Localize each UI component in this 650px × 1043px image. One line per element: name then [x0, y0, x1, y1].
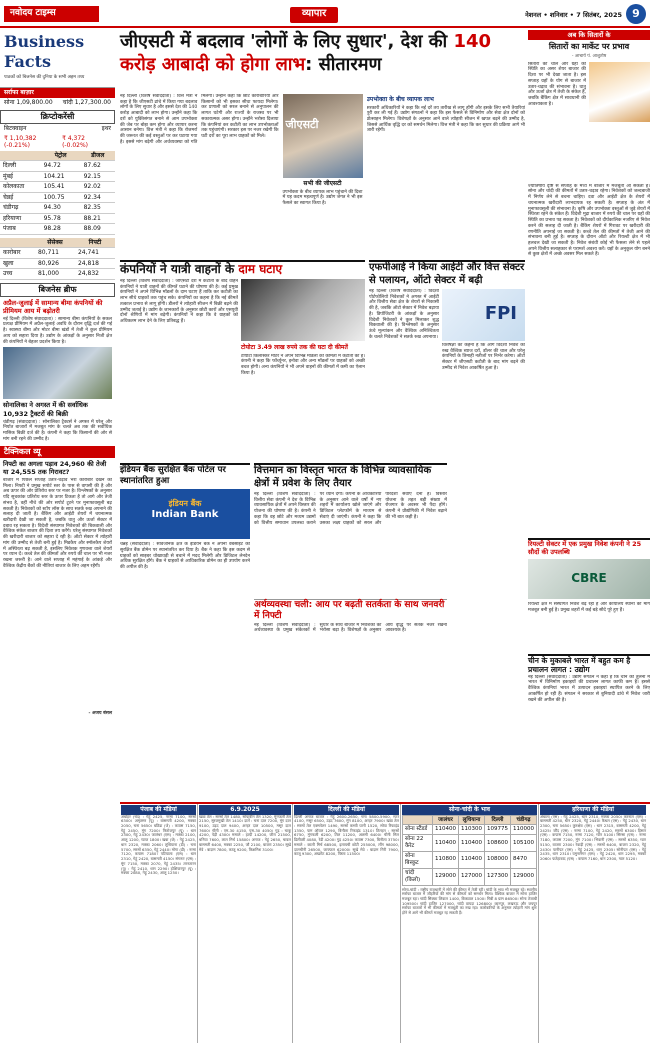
- cell: 110800: [433, 852, 459, 869]
- diesel: 87.62: [81, 161, 115, 172]
- index-header: सेंसेक्स: [35, 238, 75, 248]
- index-table: [0, 238, 115, 280]
- petrol: 94.72: [41, 161, 81, 172]
- haryana-mandi-body: अंबाला (एस) : गेहूं 2425, धान 2310, मक्का 2050। करनाल (एस) : बासमती 4250, धान 2320, गेहूं 2440। कैथल (एस) : गेहूं 2430, धान 2300, चना 5650। कुरुक्षेत्र (एस) : धान 2315, बासमती 4200, गेहूं 2425। जींद (एस) : नरमा 7100, गेहूं 2420, सरसों 6300। हिसार (एस) : कपास 7150, नरमा 7120, ग्वार 5100। सिरसा (एस) : नरमा 7180, कपास 7200, मूंग 7100। भिवानी (एस) : सरसों 6350, ग्वार 5150, बाजरा 2300। रेवाड़ी (एस) : सरसों 6400, बाजरा 2320, गेहूं 2430। पानीपत (एस) : गेहूं 2425, धान 2305। सोनीपत (एस) : गेहूं 2435, धान 2310। यमुनानगर (एस) : गेहूं 2420, धान 2295, मक्का 2060। फतेहाबाद (एस) : कपास 7160, धान 2300, ग्वार 5120।: [540, 813, 646, 862]
- city: मुंबई: [0, 171, 41, 182]
- brand-logo: नवोदय टाइम्स: [4, 6, 99, 22]
- diesel: 92.02: [81, 182, 115, 193]
- masthead: [0, 0, 650, 28]
- lead-headline-part: जीएसटी में बदलाव 'लोगों के लिए सुधार', देश: [120, 31, 423, 52]
- side-kicker: अब कि सितारों के: [528, 30, 650, 40]
- table-row: [0, 269, 115, 280]
- side-body-1: सितारों की चाल और ग्रहों की स्थिति का असर शेयर बाजार की दिशा पर भी देखा जाता है। इस सप्ताह ग्रहों के योग से बाजार में उतार-चढ़ाव की संभावना है। धातु और ऊर्जा क्षेत्र में तेजी के संकेत हैं, जबकि बैंकिंग क्षेत्र में सावधानी की आवश्यकता है।: [528, 61, 586, 107]
- lead-photo: [283, 94, 363, 178]
- city: चेन्नई: [0, 192, 41, 203]
- vehicle-body-1: नई दिल्ली (विशेष संवाददाता) : जीएसटी दरों में कटौती के बाद वाहन कंपनियों ने यात्री वाहनों की कीमतें घटाने की घोषणा की है। कई प्रमुख कंपनियों ने अपने विभिन्न मॉडलों के दाम घटाए हैं ताकि कर कटौती का लाभ सीधे ग्राहकों तक पहुंच सके। कंपनियों का कहना है कि नई कीमतें तत्काल प्रभाव से लागू होंगी। डीलरों ने त्योहारी सीजन में बिक्री बढ़ने की उम्मीद जताई है। उद्योग के जानकारों के अनुसार छोटी कारों और एसयूवी दोनों श्रेणियों में मांग बढ़ेगी। कंपनियों ने कहा कि वे ग्राहकों को अधिकतम लाभ देने के लिए प्रतिबद्ध हैं।: [120, 279, 238, 325]
- vehicle-subhead: टोयोटा 3.49 लाख रुपये तक की घटा दी कीमतें: [241, 344, 348, 351]
- cell: खुला: [0, 258, 35, 269]
- table-row: [0, 258, 115, 269]
- punjab-mandi-body: अबोहर (चंद) : गेहूं 2425, नरमा 7100, सरसों 6300। अमृतसर (यू) : बासमती 4200, मक्का 2050, चना 5650। बठिंडा (जे) : कपास 7150, गेहूं 2450, मूंग 7200। फिरोजपुर (यू) : धान 2300, गेहूं 2430। जालंधर (एस) : मक्का 2100, आलू 1200, प्याज 1800। खन्ना (जे) : गेहूं 2425, धान 2320, मक्का 2060। लुधियाना (डी) : चना 5700, सरसों 6350, गेहूं 2440। मोगा (डी) : नरमा 7120, कपास 7180। पटियाला (एस) : धान 2310, गेहूं 2420, बासमती 4150। संगरूर (एस) : मूंग 7150, मक्का 2070, गेहूं 2435। तरनतारन (यू) : गेहूं 2410, धान 2290। होशियारपुर (यू) : मक्का 2080, गेहूं 2430, आलू 1250।: [121, 813, 196, 876]
- fpi-story: [369, 260, 525, 458]
- cell: सोना बिस्कुट: [403, 852, 433, 869]
- cell: 80,711: [35, 248, 75, 259]
- crypto-change: (-0.21%): [4, 142, 30, 149]
- date-mandi-body: खाद्य तेल : सरसों तेल 1480, सोयाबीन तेल 1320, मूंगफली तेल 2150, सूरजमुखी तेल 1410। दालें : चना दाल 7200, मूंग दाल 9100, उड़द दाल 9400, अरहर दाल 10500, मसूर दाल 7600। चीनी : एम-30 4150, एस-30 4050। गुड़ : चाकू 4200, पेड़ी 4300। मसाले : हल्दी 14200, जीरा 21500, धनिया 7600, लाल मिर्च 15800। अनाज : गेहूं 2650, चावल बासमती 6400, मक्का 2250, जौ 2100, बाजरा 2350। सूखे मेवे : बादाम 7800, काजू 9200, किशमिश 3100।: [199, 813, 291, 852]
- right-column: [528, 30, 650, 770]
- vehicle-headline-highlight: दाम घटाए: [238, 262, 283, 276]
- fpi-body-1: नई दिल्ली (विशेष संवाददाता) : विदेशी पोर्टफोलियो निवेशकों ने अगस्त में आईटी और वित्तीय सेवा क्षेत्र के शेयरों से निकासी की है, जबकि ऑटो सेक्टर में निवेश बढ़ाया है। डिपॉजिटरी के आंकड़ों के अनुसार विदेशी निवेशकों ने कुल मिलाकर शुद्ध बिकवाली की है। विश्लेषकों के अनुसार ऊंचे मूल्यांकन और वैश्विक अनिश्चितता के चलते निवेशकों ने सतर्क रुख अपनाया।: [369, 289, 439, 340]
- indian-bank-logo-hindi: इंडियन बैंक: [168, 499, 202, 509]
- table-row: [0, 192, 115, 203]
- lead-headline-highlight: 140 करोड़ आबादी को होगा लाभ: [120, 31, 492, 76]
- fuel-header: डीजल: [81, 151, 115, 161]
- cell: 81,000: [35, 269, 75, 280]
- lead-headline: [120, 30, 520, 92]
- cbre-logo: CBRE: [571, 570, 607, 585]
- cell: 24,741: [75, 248, 115, 259]
- bullion-label: सर्राफा बाज़ार: [0, 88, 115, 98]
- cbre-photo: [528, 559, 650, 599]
- indian-bank-logo-english: Indian Bank: [151, 509, 219, 521]
- table-row: [403, 852, 537, 869]
- cell: कारोबार: [0, 248, 35, 259]
- fuel-header: पेट्रोल: [41, 151, 81, 161]
- cell: 108600: [485, 835, 511, 852]
- dateline: नेशनल • शनिवार • 7 सितंबर, 2025: [525, 11, 622, 19]
- lead-body-2: उपभोक्ता के बीच व्यापक लाभ सरकारी अधिकारियों ने कहा कि नई दरें तय तारीख से लागू होंगी और इसके लिए सभी तैयारियां पूरी कर ली गई हैं। उद्योग संगठनों ने कहा कि इस फैसले से विनिर्माण और सेवा क्षेत्र दोनों को प्रोत्साहन मिलेगा। विशेषज्ञों के अनुसार आने वाले त्योहारी सीजन में खपत बढ़ने की उम्मीद है, जिससे आर्थिक वृद्धि दर को समर्थन मिलेगा। वित्त मंत्री ने कहा कि कर सुधार की प्रक्रिया आगे भी जारी रहेगी।: [366, 96, 525, 134]
- tech-view-body: बाजार में पिछले सप्ताह उतार-चढ़ाव भरा कारोबार देखने को मिला। निफ्टी ने प्रमुख सपोर्ट स्तर के पास से वापसी की है और अब ऊपर की ओर प्रतिरोध स्तर पर नजर है। विश्लेषकों के अनुसार यदि सूचकांक प्रतिरोध स्तर के ऊपर टिकता है तो आगे और तेजी संभव है, वहीं नीचे की ओर सपोर्ट टूटने पर मुनाफावसूली बढ़ सकती है। निवेशकों को स्टॉप लॉस के साथ सतर्क रुख अपनाने की सलाह दी जाती है। बैंकिंग और आईटी शेयरों में चयनात्मक खरीदारी देखी जा सकती है, जबकि धातु और ऊर्जा सेक्टर में दबाव रह सकता है। विदेशी संस्थागत निवेशकों की बिकवाली और वैश्विक संकेत बाजार की दिशा तय करेंगे। घरेलू संस्थागत निवेशकों की खरीदारी बाजार को सहारा दे रही है। ऑटो सेक्टर में त्योहारी मांग की उम्मीद से तेजी बनी हुई है। मिडकैप और स्मॉलकैप शेयरों में अस्थिरता बढ़ सकती है, इसलिए निवेशक गुणवत्ता वाले शेयरों पर ध्यान दें। कच्चे तेल की कीमतों और रुपये की चाल पर भी नजर रखना जरूरी है। आने वाले सप्ताह में महंगाई के आंकड़े और वैश्विक केंद्रीय बैंकों की नीतियां बाजार के लिए अहम रहेंगी।: [3, 477, 112, 569]
- cell: 110300: [459, 825, 485, 835]
- petrol: 104.21: [41, 171, 81, 182]
- table-row: [403, 825, 537, 835]
- cell: 108000: [485, 852, 511, 869]
- petrol: 98.28: [41, 224, 81, 235]
- lead-photo-box: [283, 94, 363, 254]
- indian-bank-logo: [120, 489, 250, 539]
- section-title: व्यापार: [290, 7, 338, 23]
- gold-silver-rates: [401, 804, 539, 1043]
- punjab-mandi-title: पंजाब की मंडियां: [121, 805, 196, 815]
- business-facts-logo: [0, 30, 115, 88]
- fpi-headline: एफपीआई ने किया आईटी और वित्त सेक्टर से पलायन, ऑटो सेक्टर में बढ़ी: [369, 262, 525, 286]
- table-row: [0, 161, 115, 172]
- tech-view-title: टैक्निकल व्यू: [0, 446, 115, 458]
- vehicle-headline: [120, 262, 365, 277]
- cell: 80,926: [35, 258, 75, 269]
- economy-headline: अर्थव्यवस्था चली: आय पर बढ़ती सतर्कता के साथ जनवरी में निफ्टी: [254, 599, 447, 623]
- table-row: [0, 182, 115, 193]
- cars-photo: [241, 279, 365, 341]
- delhi-mandi-body: दिल्ली अनाज बाजार : गेहूं 2600-2650, चना 5800-5900, मटर 4100, मसूर 6500, उड़द 7600, मूंग 8100, अरहर 7900। खाद्य तेल : सरसों तेल एक्सपेलर 1490, सरसों कच्ची घानी 1520, सोया रिफाइंड 1350, पाम ऑयल 1290, बिनौला रिफाइंड 1310। तिलहन : सरसों 6750, मूंगफली 6200, तिल 11200, अलसी 6400। चीनी मिल डिलीवरी 4080, रेडी 4200। गुड़ 4250। कपास 7300, बिनौला 3750। मसाले : काली मिर्च 68500, इलायची छोटी 255000, लौंग 98000, दालचीनी 26500, जायफल 62000। सूखे मेवे : बादाम गिरी 7900, काजू 9300, अखरोट 8200, पिस्ता 11500।: [294, 813, 399, 857]
- table-row: [403, 868, 537, 885]
- brief-title: बिजनेस ब्रीफ: [0, 283, 115, 297]
- crypto-names: [0, 124, 115, 134]
- photo-caption: जीएसटी: [285, 118, 319, 131]
- cell: 110400: [433, 835, 459, 852]
- crypto-change: (-0.02%): [62, 142, 89, 149]
- table-row: [0, 203, 115, 214]
- crypto-name: बिटक्वाइन: [4, 125, 27, 132]
- table-row: [0, 213, 115, 224]
- cell: 110000: [511, 825, 537, 835]
- delhi-mandi-title: दिल्ली की मंडियां: [294, 805, 399, 815]
- cell: 8470: [511, 852, 537, 869]
- city: दिल्ली: [0, 161, 41, 172]
- petrol: 105.41: [41, 182, 81, 193]
- cell: उच्च: [0, 269, 35, 280]
- gold-header: जालंधर: [433, 815, 459, 825]
- cell: सोना स्टैंडर्ड: [403, 825, 433, 835]
- cell: 109775: [485, 825, 511, 835]
- vehicle-body-2: टोयोटा किर्लोस्कर मोटर ने अपने विभिन्न मॉडलों की कीमतों में कटौती की है। कंपनी ने कहा कि फॉर्च्यूनर, इनोवा और अन्य मॉडलों पर ग्राहकों को अच्छी बचत होगी। अन्य कंपनियों ने भी अपने वाहनों की कीमतों में कमी का ऐलान किया है।: [241, 353, 365, 376]
- lead-quote: सभी की जीएसटी: [303, 180, 342, 187]
- crypto-name: इथर: [101, 125, 111, 132]
- date-mandi: [198, 804, 293, 1043]
- cell: चांदी (किलो): [403, 868, 433, 885]
- vittaman-body: नई दिल्ली (विशेष संवाददाता) : वित्तीय सेवा कंपनी ने देश के विभिन्न व्यावसायिक क्षेत्रों में अपने विस्तार की योजना की घोषणा की है। कंपनी ने कहा कि वह छोटे और मध्यम उद्यमों को वित्तीय समाधान उपलब्ध कराने पर ध्यान देगी। कंपनी के अधिकारियों के अनुसार आने वाले वर्षों में नए शहरों में कार्यालय खोले जाएंगे और डिजिटल प्लेटफॉर्म के माध्यम से सेवाएं दी जाएंगी। कंपनी ने कहा कि उसका लक्ष्य ग्राहकों को सरल और पारदर्शी सेवाएं देना है। विस्तार योजना के तहत बड़ी संख्या में रोजगार के अवसर भी पैदा होंगे। कंपनी ने प्रौद्योगिकी में निवेश बढ़ाने की भी बात कही है।: [254, 492, 447, 526]
- side-body-2: ज्योतिषीय दृष्टि से सप्ताह के मध्य में बाजार में मजबूती आ सकती है। सोना और चांदी की कीमतों में उतार-चढ़ाव रहेगा। निवेशकों को जल्दबाजी में निर्णय लेने से बचना चाहिए। दवा और आईटी क्षेत्र के शेयरों में चयनात्मक खरीदारी लाभदायक रह सकती है। सप्ताह के अंत में मुनाफावसूली की संभावना है। कृषि और उपभोक्ता वस्तुओं से जुड़े शेयरों में स्थिरता रहने के संकेत हैं। विदेशी मुद्रा बाजार में रुपये की चाल पर ग्रहों की स्थिति का प्रभाव पड़ सकता है। निवेशकों को दीर्घकालिक नजरिए से निवेश करने की सलाह दी जाती है। बैंकिंग शेयरों में गिरावट पर खरीदारी की रणनीति अपनाई जा सकती है। कच्चे तेल की कीमतों में तेजी आने की संभावना बनी हुई है। सप्ताह के दौरान ऑटो और रियल्टी क्षेत्र में भी हलचल देखी जा सकती है। निवेश संबंधी कोई भी फैसला लेने से पहले अपने वित्तीय सलाहकार से परामर्श अवश्य करें। ग्रहों के अनुकूल योग बनने से कुछ क्षेत्रों में अच्छे अवसर मिल सकते हैं।: [528, 183, 650, 258]
- petrol: 100.75: [41, 192, 81, 203]
- gold-header: दिल्ली: [485, 815, 511, 825]
- china-body: नई दिल्ली (संवाददाता) : उद्योग संगठन ने कहा है कि चीन की तुलना में भारत में विनिर्माण इकाइयों की प्रचालन लागत काफी कम है। इससे वैश्विक कंपनियां भारत में उत्पादन इकाइयां स्थापित करने के लिए आकर्षित हो रही हैं। संगठन ने सरकार से बुनियादी ढांचे में निवेश जारी रखने की अपील की है।: [528, 674, 650, 703]
- lead-body-1: नई दिल्ली (विशेष संवाददाता) : वित्त मंत्री ने कहा है कि जीएसटी ढांचे में किया गया बदलाव लोगों के लिए सुधार है और इससे देश की 140 करोड़ आबादी को लाभ होगा। उन्होंने कहा कि दरों को युक्तिसंगत बनाने से आम उपभोक्ता की जेब पर बोझ कम होगा और व्यापार करना आसान बनेगा। वित्त मंत्री ने कहा कि रोजमर्रा की जरूरत की कई वस्तुओं पर कर घटाया गया है। इससे मांग बढ़ेगी और अर्थव्यवस्था को गति मिलेगी। उन्होंने कहा कि छोटे कारोबारियों और किसानों को भी इसका सीधा फायदा मिलेगा। कर प्रणाली को सरल बनाने से अनुपालन की लागत घटेगी और राज्यों के राजस्व पर भी सकारात्मक असर होगा। उन्होंने भरोसा दिलाया कि कंपनियां कर कटौती का लाभ उपभोक्ताओं तक पहुंचाएंगी। सरकार इस पर नजर रखेगी कि घटी दरों का पूरा लाभ ग्राहकों को मिले।: [120, 94, 279, 145]
- economy-body: नई दिल्ली (विशेष संवाददाता) : अर्थव्यवस्था के प्रमुख संकेतकों में सुधार के साथ बाजार में निवेशकों का भरोसा बढ़ा है। विशेषज्ञों के अनुसार आय वृद्धि पर सतर्क नजर रखना आवश्यक है।: [254, 622, 447, 634]
- city: कोलकाता: [0, 182, 41, 193]
- side-byline: - आचार्य पं. आशुतोष: [571, 54, 607, 60]
- gold-price: सोना 1,09,800.00: [4, 98, 53, 106]
- city: चंडीगढ़: [0, 203, 41, 214]
- realty-headline: रियल्टी सेक्टर में एक प्रमुख निवेश कंपनी ने 25 सौदों की उपलब्धि: [528, 539, 642, 556]
- cell: 129000: [433, 868, 459, 885]
- realty-body: रियल्टी क्षेत्र में संस्थागत निवेश बढ़ रहा है और कार्यालय स्थानों की मांग मजबूत बनी हुई है। प्रमुख शहरों में कई बड़े सौदे पूरे हुए हैं।: [528, 601, 650, 613]
- realty-story: [528, 538, 650, 650]
- haryana-mandi-title: हरियाणा की मंडियां: [540, 805, 646, 815]
- lead-headline-part: : सीतारमण: [305, 54, 382, 76]
- cell: 129000: [511, 868, 537, 885]
- left-column: [0, 30, 115, 1043]
- cell: 24,818: [75, 258, 115, 269]
- silver-price: चांदी 1,27,300.00: [62, 98, 111, 106]
- petrol: 95.78: [41, 213, 81, 224]
- cell: 24,832: [75, 269, 115, 280]
- business-facts-tagline: पाठकों को बिजनेस की दुनिया के सभी अहम तथ्य: [4, 75, 85, 80]
- side-headline: सितारों का मार्केट पर प्रभाव: [548, 42, 630, 52]
- tech-view-author: - अजय बंसल: [88, 710, 112, 716]
- city: पंजाब: [0, 224, 41, 235]
- diesel: 88.21: [81, 213, 115, 224]
- lead-quote-body: उपभोक्ता के बीच व्यापक लाभ पहुंचाने की दिशा में यह कदम महत्वपूर्ण है। उद्योग जगत ने भी इस फैसले का स्वागत किया है।: [282, 189, 363, 206]
- indian-bank-body: चेन्नई (संवाददाता) : सार्वजनिक क्षेत्र के इंडियन बैंक ने अपनी वेबसाइट को सुरक्षित बैंक डोमेन पर स्थानांतरित कर दिया है। बैंक ने कहा कि इस कदम से ग्राहकों को साइबर धोखाधड़ी से बचाने में मदद मिलेगी और डिजिटल लेनदेन अधिक सुरक्षित होंगे। बैंक ने ग्राहकों से आधिकारिक डोमेन का ही उपयोग करने की अपील की है।: [120, 542, 250, 571]
- tech-view-headline: निफ्टी का अगला पड़ाव 24,960 की तेजी या 24,555 तक गिरावट?: [3, 459, 107, 476]
- brief-story-2-body: चंडीगढ़ (संवाददाता) : सोनालिका ट्रैक्टर्स ने अगस्त में घरेलू और निर्यात बाजारों में मजबूत मांग के चलते अब तक की सर्वाधिक मासिक बिक्री दर्ज की है। कंपनी ने कहा कि किसानों की ओर से मांग बनी रहने की उम्मीद है।: [3, 419, 112, 442]
- fpi-body-2: विशेषज्ञों का कहना है कि आगे विदेशी निवेश का रुख वैश्विक ब्याज दरों, डॉलर की चाल और घरेलू कंपनियों के तिमाही नतीजों पर निर्भर करेगा। ऑटो सेक्टर में जीएसटी कटौती के बाद मांग बढ़ने की उम्मीद से निवेश आकर्षित हुआ है।: [442, 343, 525, 371]
- mandi-date: 6.9.2025: [199, 805, 291, 815]
- city: हरियाणा: [0, 213, 41, 224]
- cell: 127300: [485, 868, 511, 885]
- china-headline: चीन के मुकाबले भारत में बहुत कम है प्रचालन लागत : उद्योग: [528, 655, 631, 675]
- haryana-mandi: [539, 804, 647, 1043]
- cell: 110400: [459, 835, 485, 852]
- gold-silver-body: सोना-चांदी : राष्ट्रीय राजधानी में सोने की कीमत में तेजी रही। चांदी के भाव भी मजबूत रहे। स्थानीय सर्राफा बाजार में जौहरियों की मांग से कीमतों को समर्थन मिला। वैश्विक बाजार में सोना हाजिर मजबूत रहा। चांदी सिक्का लिवाल 1400, बिकवाल 1500। गिन्नी 8 ग्राम 86500। सोना तेजाबी 109500। चांदी हाजिर 127000, चांदी वायदा 126800। कानपुर, लखनऊ और जयपुर सर्राफा बाजारों में भी कीमतों में मजबूती का रुख रहा। कारोबारियों के अनुसार त्योहारी मांग शुरू होने से आगे भी कीमतें मजबूत रह सकती हैं।: [402, 886, 537, 916]
- fpi-logo: FPI: [484, 303, 517, 324]
- table-row: [403, 835, 537, 852]
- crypto-value: ₹ 4,372: [62, 134, 85, 142]
- diesel: 92.15: [81, 171, 115, 182]
- fpi-graphic: [442, 289, 525, 341]
- cell: 110400: [433, 825, 459, 835]
- crypto-label: क्रिप्टोकरेंसी: [0, 110, 115, 124]
- tractor-photo: [3, 347, 112, 399]
- petrol: 94.30: [41, 203, 81, 214]
- punjab-mandi: [120, 804, 198, 1043]
- main-content: [120, 94, 525, 641]
- brief-story-2-headline: सोनालिका ने अगस्त में की सर्वाधिक 10,932 ट्रैक्टरों की बिक्री: [3, 401, 88, 418]
- diesel: 92.34: [81, 192, 115, 203]
- index-header: निफ्टी: [75, 238, 115, 248]
- gold-silver-table: [402, 815, 537, 886]
- cell: 127000: [459, 868, 485, 885]
- cell: 110400: [459, 852, 485, 869]
- gold-silver-title: सोना-चांदी के भाव: [402, 805, 537, 815]
- table-row: [0, 248, 115, 259]
- crypto-values: [0, 134, 115, 151]
- fuel-header: [0, 151, 41, 161]
- diesel: 88.09: [81, 224, 115, 235]
- vittaman-story: [254, 463, 447, 641]
- business-facts-title: Business Facts: [4, 32, 85, 71]
- brief-story-1-headline: अप्रैल-जुलाई में सामान्य बीमा कंपनियों की प्रीमियम आय में बढ़ोतरी: [3, 298, 103, 315]
- mandi-section: [120, 802, 650, 1043]
- vehicle-headline-part: कंपनियों ने यात्री वाहनों के: [120, 262, 239, 276]
- gold-header: चंडीगढ़: [511, 815, 537, 825]
- side-graphic: [589, 62, 650, 122]
- cell: सोना 22 कैरेट: [403, 835, 433, 852]
- gold-header: लुधियाना: [459, 815, 485, 825]
- page-number: 9: [626, 4, 646, 24]
- crypto-value: ₹ 1,10,382: [4, 134, 37, 142]
- table-row: [0, 171, 115, 182]
- delhi-mandi: [293, 804, 401, 1043]
- indian-bank-headline: इंडियन बैंक सुरक्षित बैंक पोर्टल पर स्थानांतरित हुआ: [120, 465, 226, 486]
- brief-story-1-body: नई दिल्ली (विशेष संवाददाता) : सामान्य बीमा कंपनियों के सकल प्रत्यक्ष प्रीमियम में अप्रैल-जुलाई अवधि के दौरान वृद्धि दर्ज की गई है। स्वास्थ्य बीमा और मोटर बीमा खंडों में तेजी ने कुल प्रीमियम आय को सहारा दिया है। उद्योग के आंकड़ों के अनुसार निजी क्षेत्र की कंपनियों ने बेहतर प्रदर्शन किया है।: [3, 316, 112, 345]
- indian-bank-story: [120, 463, 250, 641]
- table-row: [0, 224, 115, 235]
- bullion-values: [0, 98, 115, 108]
- lead-kicker: उपभोक्ता के बीच व्यापक लाभ: [366, 96, 434, 103]
- china-story: [528, 654, 650, 770]
- gold-header: [403, 815, 433, 825]
- vittaman-headline: वित्तमान का विस्तृत भारत के विभिन्न व्यावसायिक क्षेत्रों में प्रवेश के लिए तैयार: [254, 465, 432, 489]
- vehicle-story: [120, 260, 365, 458]
- diesel: 82.35: [81, 203, 115, 214]
- cell: 105100: [511, 835, 537, 852]
- fuel-table: [0, 151, 115, 235]
- lead-headline-part: की: [428, 31, 454, 52]
